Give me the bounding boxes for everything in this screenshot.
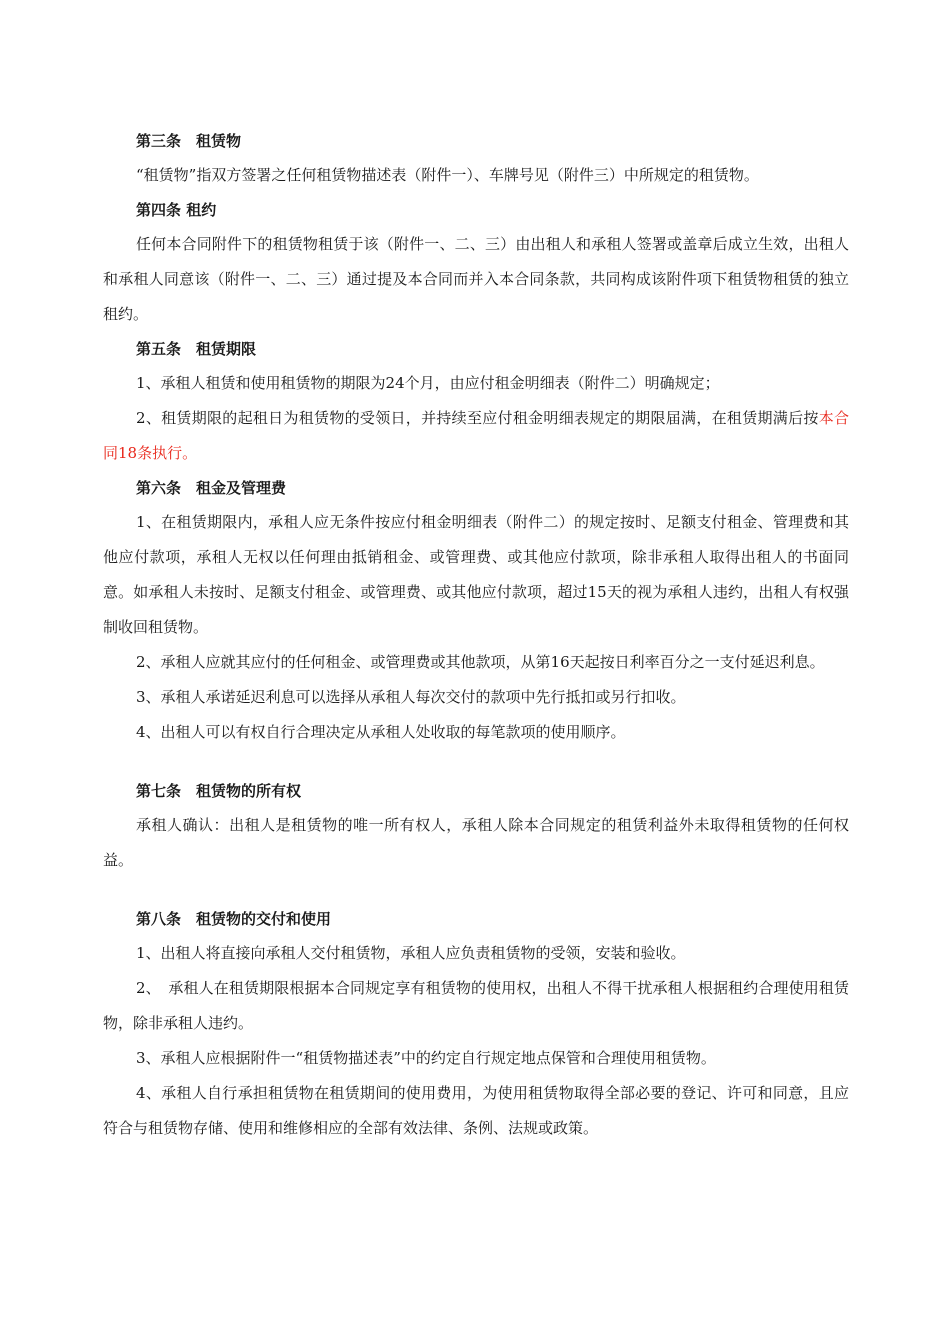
section-spacer [103,878,849,902]
article-6-title: 第六条 租金及管理费 [136,479,287,497]
article-6-para-2: 2、承租人应就其应付的任何租金、或管理费或其他款项，从第16天起按日利率百分之一支付延迟利息。 [136,653,825,671]
article-5-title: 第五条 租赁期限 [136,340,257,358]
article-7-para-1: 承租人确认：出租人是租赁物的唯一所有权人，承租人除本合同规定的租赁利益外未取得租赁物的任何权益。 [103,816,849,869]
document-page [103,124,849,1146]
article-5-para-2 [103,401,849,471]
article-6-para-1: 1、在租赁期限内，承租人应无条件按应付租金明细表（附件二）的规定按时、足额支付租金、管理费和其他应付款项，承租人无权以任何理由抵销租金、或管理费、或其他应付款项，除非承租人取得出租人的书面同意。如承租人未按时、足额支付租金、或管理费、或其他应付款项，超过15天的视为承租人违约，出租人有权强制收回租赁物。 [103,513,849,636]
article-5-para-2-text: 2、租赁期限的起租日为租赁物的受领日，并持续至应付租金明细表规定的期限届满，在租赁期满后按 [136,409,819,427]
article-8-para-4: 4、承租人自行承担租赁物在租赁期间的使用费用，为使用租赁物取得全部必要的登记、许可和同意，且应符合与租赁物存储、使用和维修相应的全部有效法律、条例、法规或政策。 [103,1084,849,1137]
article-8-para-2: 2、 承租人在租赁期限根据本合同规定享有租赁物的使用权，出租人不得干扰承租人根据租约合理使用租赁物，除非承租人违约。 [103,979,849,1032]
article-6-para-4: 4、出租人可以有权自行合理决定从承租人处收取的每笔款项的使用顺序。 [136,723,626,741]
article-4-title: 第四条 租约 [136,201,217,219]
article-7-title: 第七条 租赁物的所有权 [136,782,302,800]
article-3-title: 第三条 租赁物 [136,132,242,150]
article-4-para-1: 任何本合同附件下的租赁物租赁于该（附件一、二、三）由出租人和承租人签署或盖章后成立生效，出租人和承租人同意该（附件一、二、三）通过提及本合同而并入本合同条款，共同构成该附件项下租赁物租赁的独立租约。 [103,235,849,323]
article-8-para-1: 1、出租人将直接向承租人交付租赁物，承租人应负责租赁物的受领，安装和验收。 [136,944,686,962]
article-8-para-3: 3、承租人应根据附件一“租赁物描述表”中的约定自行规定地点保管和合理使用租赁物。 [136,1049,716,1067]
article-5-para-2-highlight: 本合同18条执行。 [103,409,849,462]
article-8-title: 第八条 租赁物的交付和使用 [136,910,332,928]
section-spacer [103,750,849,774]
article-5-para-1: 1、承租人租赁和使用租赁物的期限为24个月，由应付租金明细表（附件二）明确规定； [136,374,720,392]
article-3-para-1: “租赁物”指双方签署之任何租赁物描述表（附件一）、车牌号见（附件三）中所规定的租赁物。 [136,166,759,184]
article-6-para-3: 3、承租人承诺延迟利息可以选择从承租人每次交付的款项中先行抵扣或另行扣收。 [136,688,686,706]
